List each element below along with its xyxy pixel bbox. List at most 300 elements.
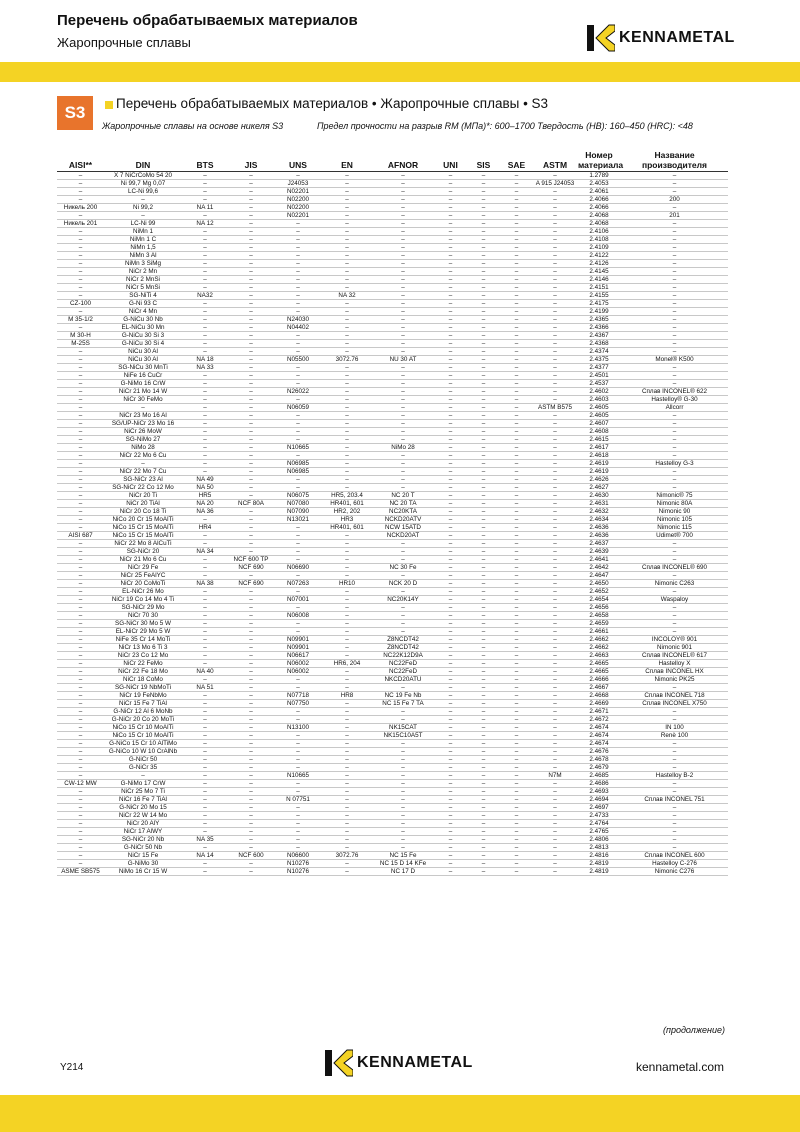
table-cell: NCF 80A <box>228 499 274 507</box>
table-row <box>57 283 728 291</box>
table-cell: – <box>533 715 577 723</box>
table-cell: – <box>533 635 577 643</box>
table-cell: – <box>372 715 434 723</box>
table-cell: 2.4659 <box>577 619 621 627</box>
table-cell: – <box>467 811 500 819</box>
table-cell: – <box>533 659 577 667</box>
table-cell: – <box>467 307 500 315</box>
table-cell: 2.4617 <box>577 443 621 451</box>
table-cell: 2.4602 <box>577 387 621 395</box>
table-cell: – <box>621 811 728 819</box>
table-cell: – <box>228 435 274 443</box>
table-cell: – <box>467 427 500 435</box>
table-cell: – <box>57 579 104 587</box>
website-link[interactable]: kennametal.com <box>636 1060 725 1074</box>
table-cell: 2.4636 <box>577 523 621 531</box>
table-cell: – <box>500 691 533 699</box>
table-cell: SG-NiCr 20 <box>104 547 182 555</box>
table-row <box>57 803 728 811</box>
table-cell: – <box>322 795 372 803</box>
table-cell: NiCo 20 Cr 15 MoAlTi <box>104 515 182 523</box>
table-cell: 201 <box>621 211 728 219</box>
table-cell: SG-NiCr 22 Co 12 Mo <box>104 483 182 491</box>
table-cell: – <box>372 315 434 323</box>
table-cell: – <box>533 563 577 571</box>
table-cell: – <box>57 699 104 707</box>
kennametal-footer-logo[interactable] <box>323 1046 483 1080</box>
table-cell: – <box>621 483 728 491</box>
table-cell: – <box>104 459 182 467</box>
table-cell: – <box>182 435 228 443</box>
table-cell: HR6, 204 <box>322 659 372 667</box>
table-cell: – <box>182 611 228 619</box>
table-cell: – <box>467 299 500 307</box>
table-cell: – <box>434 283 467 291</box>
table-cell: – <box>372 819 434 827</box>
table-row <box>57 403 728 411</box>
table-cell: – <box>57 347 104 355</box>
table-cell: NA 11 <box>182 203 228 211</box>
table-row <box>57 707 728 715</box>
table-cell: – <box>57 187 104 195</box>
table-cell: NC22K12D9A <box>372 651 434 659</box>
table-cell: – <box>434 491 467 499</box>
table-cell: – <box>182 379 228 387</box>
table-cell: – <box>274 283 322 291</box>
table-cell: – <box>533 539 577 547</box>
table-cell: – <box>621 203 728 211</box>
table-cell: – <box>434 843 467 851</box>
table-cell: – <box>274 235 322 243</box>
table-row <box>57 531 728 539</box>
table-cell: – <box>228 299 274 307</box>
table-cell: – <box>57 643 104 651</box>
table-cell: – <box>228 211 274 219</box>
table-cell: – <box>322 595 372 603</box>
table-cell: NiCr 23 Co 12 Mo <box>104 651 182 659</box>
page-number: Y214 <box>60 1062 84 1073</box>
table-cell: Waspaloy <box>621 595 728 603</box>
table-cell: AISI 687 <box>57 531 104 539</box>
table-row <box>57 427 728 435</box>
document-title: Перечень обрабатываемых материалов <box>57 12 358 29</box>
table-cell: – <box>500 771 533 779</box>
table-cell: – <box>228 859 274 867</box>
table-cell: – <box>533 587 577 595</box>
table-cell: – <box>228 747 274 755</box>
table-cell: 2.4665 <box>577 667 621 675</box>
table-cell: – <box>533 851 577 859</box>
table-cell: – <box>434 435 467 443</box>
table-cell: – <box>533 395 577 403</box>
table-cell: – <box>57 707 104 715</box>
table-cell: – <box>228 523 274 531</box>
table-cell: – <box>228 371 274 379</box>
table-cell: N06002 <box>274 667 322 675</box>
table-cell: – <box>533 483 577 491</box>
table-cell: – <box>533 371 577 379</box>
table-cell: – <box>533 435 577 443</box>
table-cell: – <box>322 707 372 715</box>
table-cell: – <box>182 259 228 267</box>
table-cell: – <box>322 347 372 355</box>
table-cell: – <box>57 411 104 419</box>
table-cell: – <box>57 403 104 411</box>
table-cell: N09901 <box>274 643 322 651</box>
table-cell: – <box>500 267 533 275</box>
table-cell: 2.4619 <box>577 459 621 467</box>
table-cell: – <box>500 659 533 667</box>
table-cell: – <box>621 347 728 355</box>
table-cell: NiCr 15 Fe 7 TiAl <box>104 699 182 707</box>
table-cell: – <box>500 587 533 595</box>
table-cell: – <box>434 859 467 867</box>
table-cell: – <box>228 659 274 667</box>
table-cell: – <box>533 523 577 531</box>
table-cell: – <box>434 331 467 339</box>
table-cell: – <box>182 387 228 395</box>
table-cell: – <box>182 531 228 539</box>
table-row <box>57 315 728 323</box>
table-cell: NK15C10A5T <box>372 731 434 739</box>
table-cell: SG/UP-NiCr 23 Mo 16 <box>104 419 182 427</box>
table-cell: – <box>57 355 104 363</box>
kennametal-logo[interactable] <box>585 22 785 54</box>
table-cell: NiCr 30 FeMo <box>104 395 182 403</box>
table-cell: – <box>182 467 228 475</box>
table-cell: 2.4537 <box>577 379 621 387</box>
table-cell: LC-Ni 99 <box>104 219 182 227</box>
table-cell: 2.4603 <box>577 395 621 403</box>
table-cell: Сплав INCONEL® 690 <box>621 563 728 571</box>
table-cell: – <box>274 451 322 459</box>
table-cell: – <box>533 611 577 619</box>
table-cell: – <box>533 643 577 651</box>
table-header-row <box>57 142 728 171</box>
table-cell: NA 35 <box>182 835 228 843</box>
table-cell: – <box>621 323 728 331</box>
table-cell: – <box>182 371 228 379</box>
table-cell: – <box>57 483 104 491</box>
table-cell: – <box>182 867 228 875</box>
table-cell: Никель 201 <box>57 219 104 227</box>
table-cell: – <box>434 483 467 491</box>
table-cell: SG-NiCr 20 Nb <box>104 835 182 843</box>
table-cell: – <box>372 435 434 443</box>
table-cell: – <box>434 467 467 475</box>
table-cell: – <box>434 419 467 427</box>
table-cell: – <box>467 627 500 635</box>
table-cell: – <box>533 755 577 763</box>
table-cell: – <box>228 331 274 339</box>
table-cell: – <box>372 347 434 355</box>
table-cell: – <box>322 435 372 443</box>
table-cell: – <box>228 259 274 267</box>
table-cell: – <box>57 739 104 747</box>
column-header: BTS <box>182 142 228 171</box>
table-row <box>57 171 728 179</box>
table-cell: Nimonic PK25 <box>621 675 728 683</box>
table-cell: – <box>372 307 434 315</box>
table-cell: – <box>228 411 274 419</box>
table-cell: – <box>434 579 467 587</box>
table-cell: – <box>467 171 500 179</box>
table-cell: – <box>533 323 577 331</box>
table-cell: 2.4641 <box>577 555 621 563</box>
table-cell: – <box>57 731 104 739</box>
table-cell: – <box>500 603 533 611</box>
table-cell: NA 40 <box>182 667 228 675</box>
table-row <box>57 867 728 875</box>
table-cell: – <box>434 571 467 579</box>
table-cell: 2.4819 <box>577 859 621 867</box>
table-cell: – <box>322 443 372 451</box>
table-cell: – <box>372 427 434 435</box>
table-cell: – <box>57 619 104 627</box>
table-cell: – <box>372 243 434 251</box>
table-cell: NA 20 <box>182 499 228 507</box>
table-cell: 2.4068 <box>577 219 621 227</box>
table-cell: – <box>500 763 533 771</box>
table-cell: – <box>533 779 577 787</box>
table-cell: – <box>533 459 577 467</box>
table-cell: – <box>322 603 372 611</box>
table-cell: G-NiMo 16 CrW <box>104 379 182 387</box>
table-cell: – <box>533 835 577 843</box>
table-cell: – <box>228 699 274 707</box>
table-cell: – <box>372 787 434 795</box>
table-cell: – <box>372 843 434 851</box>
table-cell: – <box>57 755 104 763</box>
table-cell: – <box>621 547 728 555</box>
table-cell: – <box>322 539 372 547</box>
table-cell: – <box>322 187 372 195</box>
table-cell: – <box>182 707 228 715</box>
table-cell: – <box>372 835 434 843</box>
table-cell: – <box>467 531 500 539</box>
table-cell: – <box>621 555 728 563</box>
table-cell: – <box>228 171 274 179</box>
table-row <box>57 835 728 843</box>
table-cell: NA 36 <box>182 507 228 515</box>
table-cell: – <box>322 643 372 651</box>
table-cell: – <box>434 451 467 459</box>
table-cell: – <box>322 483 372 491</box>
table-cell: NiMo 16 Cr 15 W <box>104 867 182 875</box>
table-cell: – <box>182 779 228 787</box>
table-cell: – <box>372 779 434 787</box>
table-cell: – <box>434 443 467 451</box>
table-cell: – <box>322 363 372 371</box>
table-cell: NiCr 70 30 <box>104 611 182 619</box>
table-cell: – <box>57 819 104 827</box>
table-cell: – <box>500 643 533 651</box>
table-cell: – <box>228 531 274 539</box>
table-cell: – <box>500 635 533 643</box>
table-cell: – <box>274 379 322 387</box>
table-cell: – <box>274 755 322 763</box>
table-row <box>57 603 728 611</box>
table-row <box>57 659 728 667</box>
table-cell: – <box>57 603 104 611</box>
table-cell: – <box>274 347 322 355</box>
table-cell: – <box>57 651 104 659</box>
table-row <box>57 619 728 627</box>
table-cell: – <box>228 811 274 819</box>
table-cell: SG-NiCr 30 Mo 5 W <box>104 619 182 627</box>
table-cell: – <box>533 723 577 731</box>
table-cell: – <box>182 323 228 331</box>
table-cell: – <box>500 483 533 491</box>
table-cell: 2.4658 <box>577 611 621 619</box>
table-cell: 2.4199 <box>577 307 621 315</box>
table-cell: – <box>533 339 577 347</box>
table-cell: – <box>274 411 322 419</box>
table-cell: – <box>182 539 228 547</box>
table-cell: – <box>322 203 372 211</box>
table-cell: – <box>322 419 372 427</box>
table-cell: – <box>500 435 533 443</box>
table-cell: – <box>533 227 577 235</box>
column-header: EN <box>322 142 372 171</box>
table-cell: – <box>228 771 274 779</box>
table-cell: – <box>434 379 467 387</box>
column-header: Номер материала <box>577 142 621 171</box>
table-cell: – <box>228 491 274 499</box>
table-cell: – <box>500 563 533 571</box>
table-cell: – <box>500 291 533 299</box>
table-cell: – <box>372 611 434 619</box>
table-cell: – <box>322 195 372 203</box>
table-cell: N07001 <box>274 595 322 603</box>
table-cell: – <box>434 659 467 667</box>
table-cell: – <box>57 803 104 811</box>
table-cell: 2.4654 <box>577 595 621 603</box>
table-cell: – <box>533 283 577 291</box>
table-cell: – <box>322 835 372 843</box>
table-cell: NCK 20 D <box>372 579 434 587</box>
table-row <box>57 235 728 243</box>
table-cell: – <box>228 787 274 795</box>
table-cell: – <box>467 491 500 499</box>
table-cell: – <box>274 363 322 371</box>
table-cell: – <box>500 459 533 467</box>
table-cell: – <box>182 795 228 803</box>
table-cell: – <box>57 387 104 395</box>
table-cell: – <box>372 539 434 547</box>
table-cell: – <box>500 683 533 691</box>
table-cell: – <box>533 203 577 211</box>
table-cell: – <box>467 355 500 363</box>
table-cell: – <box>434 459 467 467</box>
table-cell: – <box>322 587 372 595</box>
table-cell: EL-NiCr 26 Mo <box>104 587 182 595</box>
table-cell: – <box>434 539 467 547</box>
table-cell: NiCr 17 AlWY <box>104 827 182 835</box>
table-cell: – <box>322 267 372 275</box>
table-cell: – <box>467 323 500 331</box>
table-cell: – <box>621 243 728 251</box>
table-cell: HR5 <box>182 491 228 499</box>
table-cell: – <box>500 451 533 459</box>
table-cell: – <box>322 323 372 331</box>
table-cell: – <box>533 699 577 707</box>
table-row <box>57 363 728 371</box>
table-cell: NiCr 25 Mo 7 Ti <box>104 787 182 795</box>
table-row <box>57 371 728 379</box>
table-cell: – <box>621 443 728 451</box>
table-cell: – <box>228 723 274 731</box>
table-cell: – <box>322 755 372 763</box>
table-cell: – <box>533 267 577 275</box>
table-row <box>57 747 728 755</box>
table-cell: – <box>322 699 372 707</box>
footer-brand-name: KENNAMETAL <box>357 1054 473 1071</box>
table-cell: – <box>467 339 500 347</box>
table-cell: NiCr 5 MnSi <box>104 283 182 291</box>
table-cell: – <box>57 843 104 851</box>
table-cell: – <box>533 291 577 299</box>
table-cell: – <box>372 379 434 387</box>
table-cell: G-NiCr 50 <box>104 755 182 763</box>
table-row <box>57 779 728 787</box>
table-cell: 2.4061 <box>577 187 621 195</box>
table-cell: – <box>500 243 533 251</box>
table-cell: – <box>434 211 467 219</box>
table-cell: – <box>182 299 228 307</box>
table-cell: – <box>467 843 500 851</box>
table-cell: – <box>372 451 434 459</box>
table-cell: – <box>434 515 467 523</box>
table-cell: – <box>182 843 228 851</box>
table-cell: – <box>228 507 274 515</box>
table-cell: – <box>57 675 104 683</box>
table-cell: – <box>621 467 728 475</box>
table-cell: – <box>500 627 533 635</box>
table-cell: – <box>621 299 728 307</box>
table-cell: – <box>621 835 728 843</box>
table-cell: N06600 <box>274 851 322 859</box>
table-cell: NC 17 D <box>372 867 434 875</box>
table-cell: ASME SB575 <box>57 867 104 875</box>
table-cell: – <box>500 331 533 339</box>
table-cell: 2.4676 <box>577 747 621 755</box>
table-cell: – <box>500 515 533 523</box>
table-row <box>57 387 728 395</box>
table-cell: – <box>182 659 228 667</box>
table-cell: – <box>434 323 467 331</box>
table-cell: – <box>228 267 274 275</box>
table-cell: – <box>533 251 577 259</box>
table-cell: – <box>467 435 500 443</box>
table-cell: – <box>500 251 533 259</box>
table-cell: NiCr 20 Ti <box>104 491 182 499</box>
table-cell: – <box>182 715 228 723</box>
table-cell: J24053 <box>274 179 322 187</box>
table-cell: – <box>228 235 274 243</box>
table-cell: – <box>274 259 322 267</box>
table-cell: – <box>467 787 500 795</box>
table-cell: N10276 <box>274 867 322 875</box>
table-cell: – <box>228 363 274 371</box>
table-cell: – <box>467 603 500 611</box>
table-cell: 2.4366 <box>577 323 621 331</box>
table-cell: – <box>228 803 274 811</box>
table-cell: – <box>372 627 434 635</box>
table-cell: – <box>621 371 728 379</box>
table-cell: – <box>322 451 372 459</box>
table-cell: – <box>228 195 274 203</box>
